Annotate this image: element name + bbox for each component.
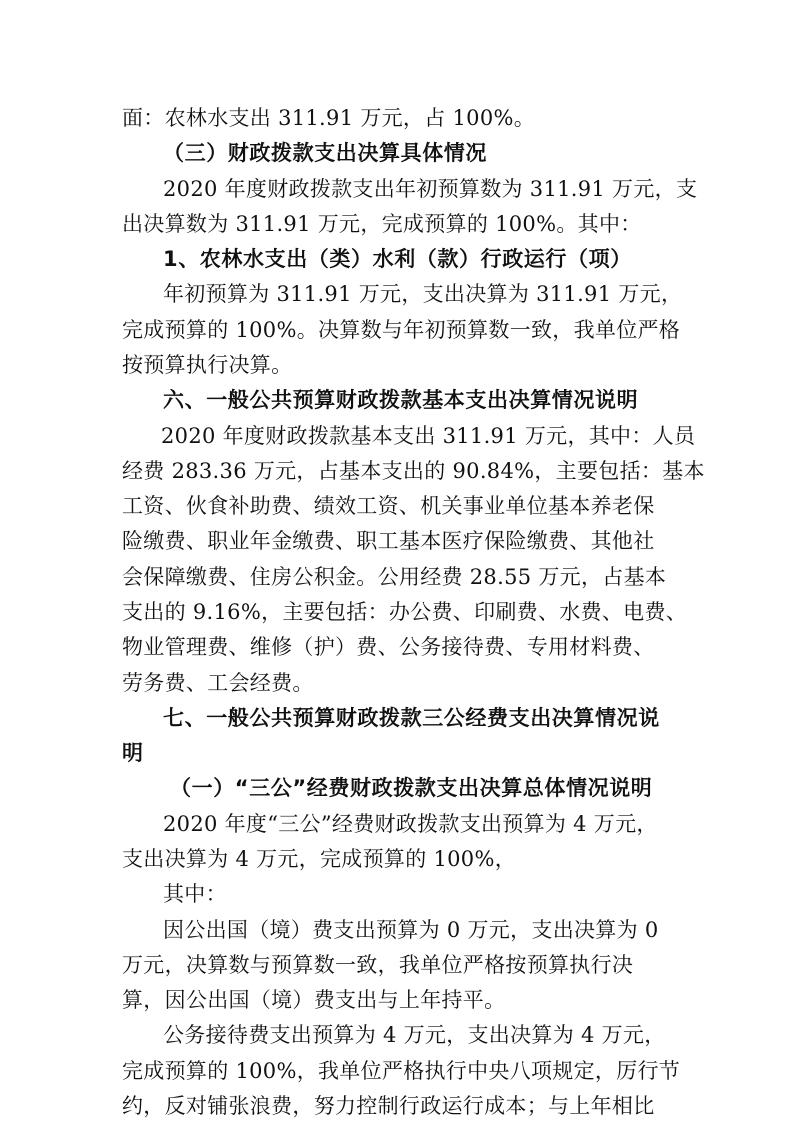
body-text-line: 因公出国（境）费支出预算为 0 万元，支出决算为 0 [163, 918, 659, 942]
body-text-line: 完成预算的 100%。决算数与年初预算数一致，我单位严格 [122, 318, 681, 342]
body-text-line: 面：农林水支出 311.91 万元，占 100%。 [122, 106, 536, 130]
body-text-line: 约，反对铺张浪费，努力控制行政运行成本；与上年相比 [122, 1094, 655, 1118]
body-text-line: 劳务费、工会经费。 [122, 671, 314, 695]
body-text-line: 算，因公出国（境）费支出与上年持平。 [122, 988, 506, 1012]
body-text-line: 物业管理费、维修（护）费、公务接待费、专用材料费、 [122, 635, 655, 659]
subsection-heading: （一）“三公”经费财政拨款支出决算总体情况说明 [170, 776, 653, 800]
body-text-line: 完成预算的 100%，我单位严格执行中央八项规定，厉行节 [122, 1059, 681, 1083]
body-text-line: 2020 年度财政拨款基本支出 311.91 万元，其中：人员 [161, 424, 696, 448]
section-heading: 六、一般公共预算财政拨款基本支出决算情况说明 [163, 388, 639, 412]
section-heading-continued: 明 [122, 741, 144, 765]
body-text-line: 按预算执行决算。 [122, 353, 293, 377]
body-text-line: 2020 年度“三公”经费财政拨款支出预算为 4 万元， [163, 812, 658, 836]
body-text-line: 万元，决算数与预算数一致，我单位严格按预算执行决 [122, 953, 634, 977]
body-text-line: 2020 年度财政拨款支出年初预算数为 311.91 万元，支 [163, 177, 698, 201]
body-text-line: 公务接待费支出预算为 4 万元，支出决算为 4 万元， [163, 1023, 666, 1047]
body-text-line: 支出决算为 4 万元，完成预算的 100%， [122, 847, 517, 871]
body-text-line: 其中： [163, 882, 227, 906]
section-heading: 七、一般公共预算财政拨款三公经费支出决算情况说 [163, 706, 660, 730]
body-text-line: 险缴费、职业年金缴费、职工基本医疗保险缴费、其他社 [122, 529, 655, 553]
body-text-line: 年初预算为 311.91 万元，支出决算为 311.91 万元， [163, 282, 683, 306]
body-text-line: 会保障缴费、住房公积金。公用经费 28.55 万元，占基本 [122, 565, 667, 589]
body-text-line: 经费 283.36 万元，占基本支出的 90.84%，主要包括：基本 [122, 459, 705, 483]
body-text-line: 出决算数为 311.91 万元，完成预算的 100%。其中： [122, 212, 642, 236]
body-text-line: 支出的 9.16%，主要包括：办公费、印刷费、水费、电费、 [122, 600, 688, 624]
item-heading: 1、农林水支出（类）水利（款）行政运行（项） [163, 247, 632, 271]
subsection-heading: （三）财政拨款支出决算具体情况 [163, 141, 487, 165]
body-text-line: 工资、伙食补助费、绩效工资、机关事业单位基本养老保 [122, 494, 655, 518]
